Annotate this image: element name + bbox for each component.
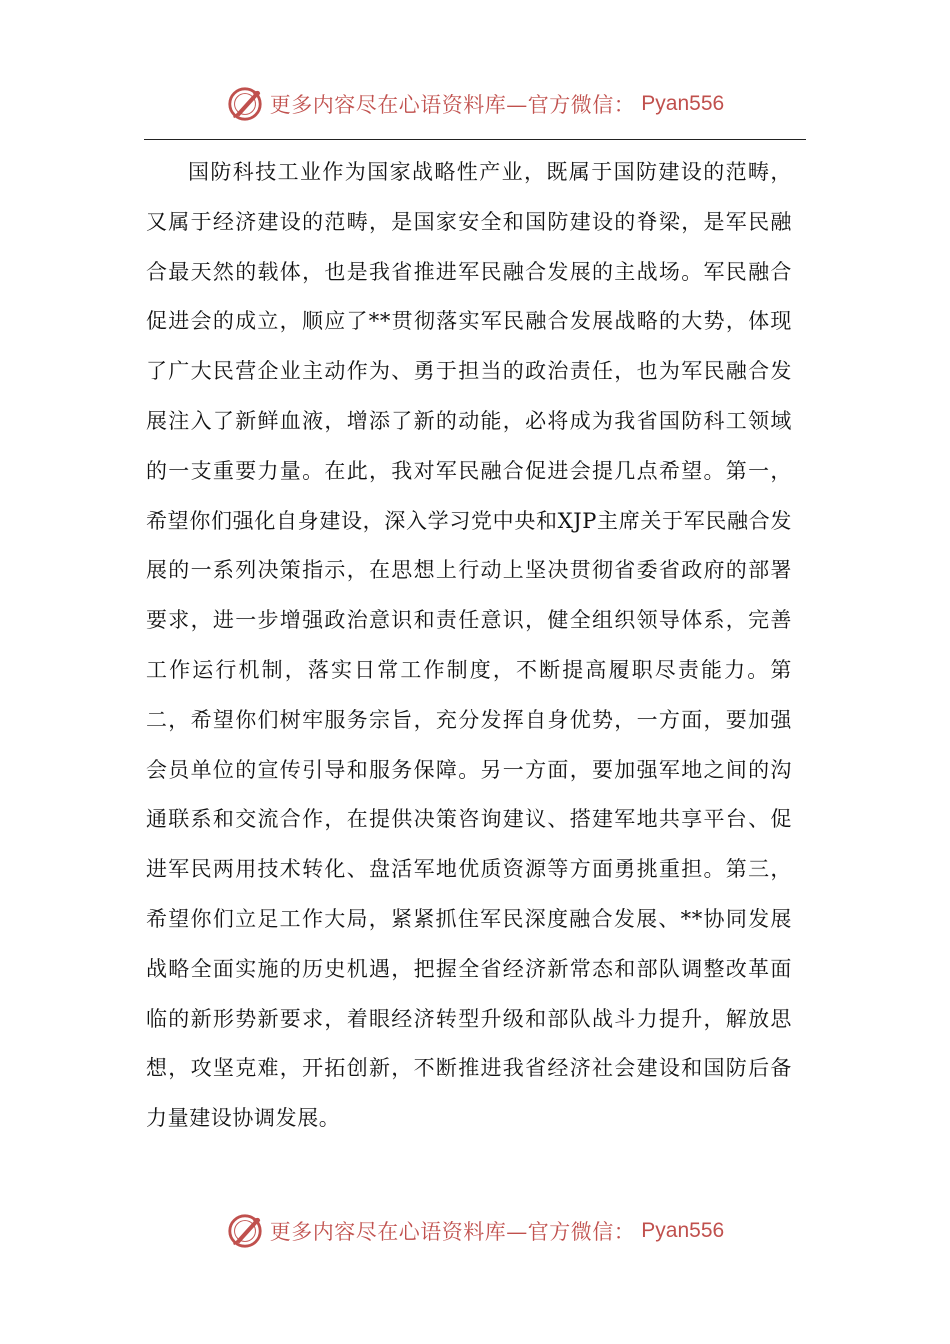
watermark-wechat-id: Pyan556: [641, 92, 725, 115]
header-watermark: [0, 82, 950, 126]
header-divider: [144, 139, 806, 140]
document-body-paragraph: 国防科技工业作为国家战略性产业，既属于国防建设的范畴，又属于经济建设的范畴，是国家安全和国防建设的脊梁，是军民融合最天然的载体，也是我省推进军民融合发展的主战场。军民融合促进会的成立，顺应了**贯彻落实军民融合发展战略的大势，体现了广大民营企业主动作为、勇于担当的政治责任，也为军民融合发展注入了新鲜血液，增添了新的动能，必将成为我省国防科工领域的一支重要力量。在此，我对军民融合促进会提几点希望。第一，希望你们强化自身建设，深入学习党中央和XJP主席关于军民融合发展的一系列决策指示，在思想上行动上坚决贯彻省委省政府的部署要求，进一步增强政治意识和责任意识，健全组织领导体系，完善工作运行机制，落实日常工作制度，不断提高履职尽责能力。第二，希望你们树牢服务宗旨，充分发挥自身优势，一方面，要加强会员单位的宣传引导和服务保障。另一方面，要加强军地之间的沟通联系和交流合作，在提供决策咨询建议、搭建军地共享平台、促进军民两用技术转化、盘活军地优质资源等方面勇挑重担。第三，希望你们立足工作大局，紧紧抓住军民深度融合发展、**协同发展战略全面实施的历史机遇，把握全省经济新常态和部队调整改革面临的新形势新要求，着眼经济转型升级和部队战斗力提升，解放思想，攻坚克难，开拓创新，不断推进我省经济社会建设和国防后备力量建设协调发展。: [146, 160, 792, 1131]
watermark-wechat-id: Pyan556: [641, 1219, 725, 1242]
watermark-brand-text: 更多内容尽在心语资料库—官方微信：: [269, 1220, 636, 1244]
watermark-brand-text: 更多内容尽在心语资料库—官方微信：: [269, 93, 636, 117]
quill-seal-icon: [226, 1212, 264, 1250]
footer-watermark: [0, 1209, 950, 1253]
quill-seal-icon: [226, 85, 264, 123]
